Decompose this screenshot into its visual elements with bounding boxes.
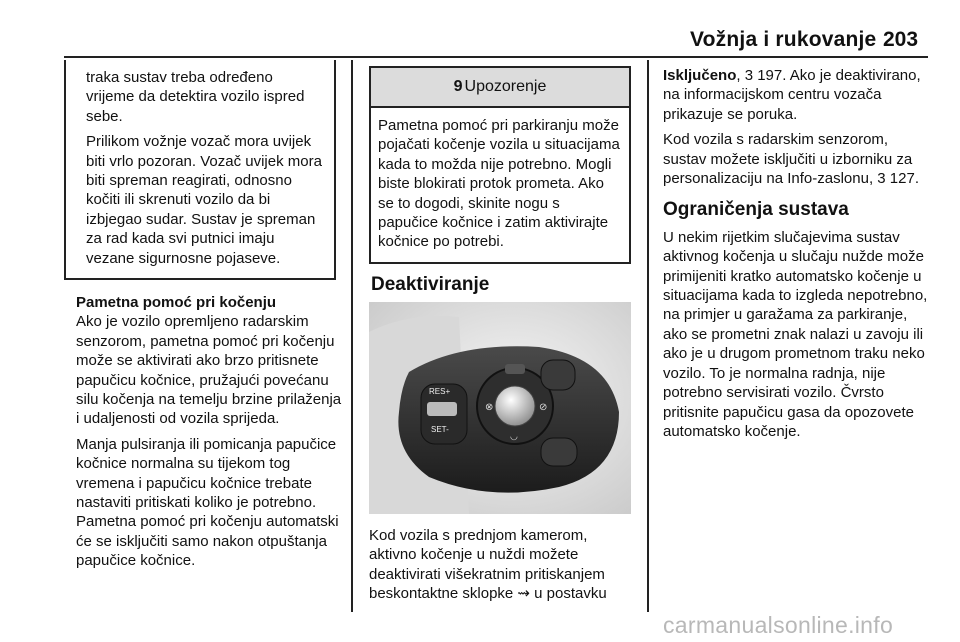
watermark: carmanualsonline.info (663, 612, 894, 638)
column-divider (351, 60, 353, 612)
page-number: 203 (883, 28, 919, 51)
svg-text:◡: ◡ (510, 431, 518, 441)
res-plus-label: RES+ (429, 387, 451, 396)
running-header-title: Vožnja i rukovanje (690, 28, 877, 51)
svg-text:⊘: ⊘ (539, 402, 548, 413)
deactivation-text: Kod vozila s prednjom kamerom, aktivno kočenje u nuždi možete deaktivirati višekratnim pritiskanjem beskontaktne sklopke ⇝ u postavku (369, 527, 607, 603)
steering-wheel-controls-photo (369, 302, 631, 514)
notice-paragraph: traka sustav treba određeno vrijeme da detektira vozilo ispred sebe. (86, 69, 305, 125)
off-setting-paragraph (663, 66, 933, 124)
column-divider (647, 60, 649, 612)
off-setting-text: , 3 197. Ako je deaktivirano, na informacijskom centru vozača prikazuje se poruka. (663, 67, 921, 123)
warning-header (371, 68, 629, 108)
limitations-paragraph: U nekim rijetkim slučajevima sustav aktivnog kočenja u slučaju nužde može primijeniti kratko automatsko kočenje u situacijama kada to izgleda nepotrebno, na primjer u garažama za parkiranje, ako se prometni znak nalazi u zavoju ili ako je u drugom prometnom traku neko vozilo. To je normalna radnja, nije potrebno servisirati vozilo. Čvrsto pritisnite papučicu gasa da opozovete automatsko kočenje. (663, 228, 928, 440)
svg-text:⊗: ⊗ (485, 402, 494, 413)
system-limitations-heading: Ograničenja sustava (663, 199, 849, 221)
radar-settings-paragraph: Kod vozila s radarskim senzorom, sustav možete isključiti u izborniku za personalizaciju na Info-zaslonu, 3 127. (663, 131, 919, 188)
deactivation-heading: Deaktiviranje (371, 274, 490, 295)
off-setting-label: Isključeno (663, 67, 737, 84)
notice-paragraph: Prilikom vožnje vozač mora uvijek biti vrlo pozoran. Vozač uvijek mora biti spreman reagirati, odnosno kočiti ili skrenuti vozilo da bi izbjegao sudar. Sustav je spreman za rad kada svi putnici imaju vezane sigurnosne pojaseve. (86, 133, 322, 267)
continued-notice-box (64, 60, 336, 280)
warning-body: Pametna pomoć pri parkiranju može pojačati kočenje vozila u situacijama kada to možda nije potrebno. Mogli biste blokirati protok prometa. Ako se to dogodi, skinite nogu s papučice kočnice i zatim aktivirajte kočnice po potrebi. (378, 117, 620, 251)
right-column (663, 66, 933, 447)
warning-title: Upozorenje (464, 78, 547, 96)
header-rule (64, 56, 928, 58)
section-subheading: Pametna pomoć pri kočenju (76, 294, 277, 311)
body-paragraph: Ako je vozilo opremljeno radarskim senzorom, pametna pomoć pri kočenju može se aktivirati ako brzo pritisnete papučicu kočnice, pružajući povećanu silu kočenja na temelju brzine prilaženja i udaljenosti od vozila sprijeda. (76, 313, 342, 428)
smart-brake-assist-section (76, 293, 348, 577)
warning-icon: 9 (453, 78, 463, 96)
warning-box (369, 66, 631, 264)
body-paragraph: Manja pulsiranja ili pomicanja papučice kočnice normalna su tijekom tog vremena i papučicu kočnice trebate nastaviti pritiskati koliko je potrebno. Pametna pomoć pri kočenju automatski će se isključiti samo nakon otpuštanja papučice kočnice. (76, 435, 339, 570)
set-minus-label: SET- (431, 425, 449, 434)
